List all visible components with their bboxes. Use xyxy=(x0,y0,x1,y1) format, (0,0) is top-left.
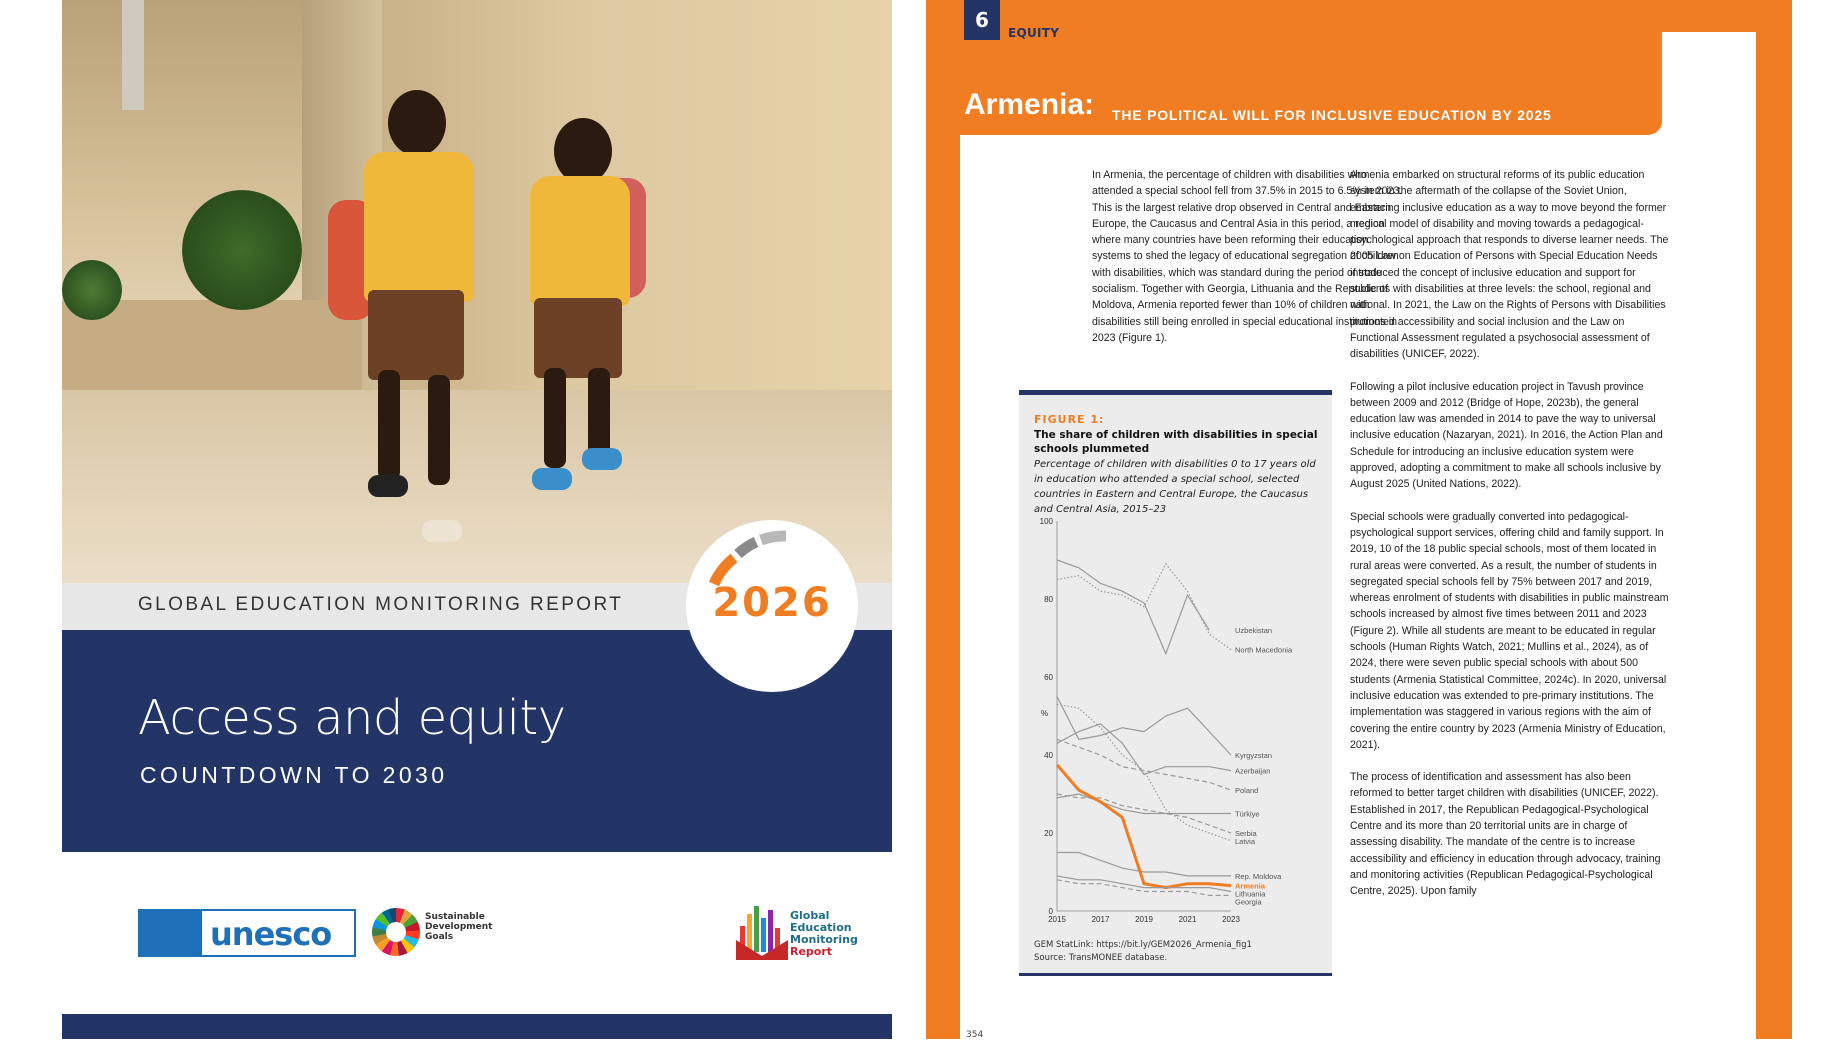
series-line-north-macedonia xyxy=(1057,564,1231,650)
cover-logos xyxy=(62,852,892,1014)
badge-year: 2026 xyxy=(712,580,832,626)
series-label: Serbia xyxy=(1235,829,1257,838)
series-line-rep-moldova xyxy=(1057,853,1231,876)
x-tick-label: 2023 xyxy=(1222,915,1240,924)
gem-bars-icon xyxy=(734,900,790,960)
country-heading: Armenia: xyxy=(964,88,1095,121)
series-label: Poland xyxy=(1235,786,1259,796)
unesco-logo xyxy=(138,909,356,957)
series-label: Georgia xyxy=(1235,897,1262,907)
cover-subtitle: COUNTDOWN TO 2030 xyxy=(140,762,448,788)
unesco-wordmark: unesco xyxy=(210,915,332,953)
gem-report-logo xyxy=(734,900,864,970)
figure-description: Percentage of children with disabilities 0 to 17 years old in education who attended a special school, selected countries in Eastern and Central Europe, the Caucasus and Central Asia, 2015–23 xyxy=(1034,459,1316,515)
figure-title: The share of children with disabilities in special schools plummeted xyxy=(1034,429,1318,455)
svg-text:COUNTDOWN TO 2030 xyxy=(689,661,834,728)
report-series-label: GLOBAL EDUCATION MONITORING REPORT xyxy=(138,594,624,615)
x-tick-label: 2019 xyxy=(1135,915,1153,924)
figure-1 xyxy=(1019,390,1332,976)
y-tick-label: 20 xyxy=(1044,829,1053,838)
series-label: Latvia xyxy=(1235,837,1256,846)
sdg-wheel-icon xyxy=(372,908,420,956)
page-number: 354 xyxy=(966,1030,984,1040)
y-tick-label: 100 xyxy=(1039,517,1053,526)
right-text-column xyxy=(1350,167,1672,915)
paragraph: Following a pilot inclusive education project in Tavush province between 2009 and 2012 (Bridge of Hope, 2023b), the general education law was amended in 2014 to pave the way to universal inclusive education (Nazaryan, 2021). In 2016, the Action Plan and Schedule for introducing an inclusive education system were approved, adopting a commitment to make all schools inclusive by August 2025 (United Nations, 2022). xyxy=(1350,380,1663,491)
countdown-text: COUNTDOWN TO 2030 xyxy=(689,660,835,728)
cover-photo xyxy=(62,0,892,583)
chapter-name: EQUITY xyxy=(1008,26,1060,40)
report-cover xyxy=(62,0,892,1039)
series-line-poland xyxy=(1057,739,1231,790)
y-tick-label: 80 xyxy=(1044,595,1053,604)
cover-bottom-band xyxy=(62,1014,892,1039)
gem-wordmark: Global Education Monitoring Report xyxy=(790,909,858,958)
y-tick-label: 0 xyxy=(1048,907,1053,916)
series-label: North Macedonia xyxy=(1235,645,1293,655)
x-tick-label: 2017 xyxy=(1091,915,1110,924)
series-line-latvia xyxy=(1057,704,1231,841)
series-label: Armenia xyxy=(1235,881,1266,891)
figure-source: Source: TransMONEE database. xyxy=(1034,953,1168,963)
y-axis-label: % xyxy=(1041,709,1049,718)
y-tick-label: 40 xyxy=(1044,751,1053,760)
x-tick-label: 2021 xyxy=(1178,915,1197,924)
x-tick-label: 2015 xyxy=(1048,915,1066,924)
series-label: Azerbaijan xyxy=(1235,766,1271,776)
y-tick-label: 60 xyxy=(1044,673,1053,682)
sdg-wordmark: Sustainable Development Goals xyxy=(425,912,493,942)
article-headline: THE POLITICAL WILL FOR INCLUSIVE EDUCATION BY 2025 xyxy=(1112,107,1552,123)
series-line-uzbekistan xyxy=(1057,560,1209,654)
series-label: Lithuania xyxy=(1235,889,1266,899)
series-line-t-rkiye xyxy=(1057,794,1231,814)
figure-statlink[interactable]: GEM StatLink: https://bit.ly/GEM2026_Armenia_fig1 xyxy=(1034,940,1252,950)
paragraph: Special schools were gradually converted into pedagogical-psychological support services, offering child and family support. In 2019, 10 of the 18 public special schools, most of them located in rural areas were converted. As a result, the number of students in segregated special schools fell by 75% between 2017 and 2019, whereas enrolment of students with disabilities in public mainstream schools increased by almost five times between 2011 and 2023 (Figure 2). While all students are meant to be educated in regular schools (Human Rights Watch, 2021; Mullins et al., 2024), as of 2024, there were seven public special schools with about 500 students (Armenia Statistical Committee, 2024c). In 2020, universal inclusive education was extended to pre-primary institutions. The implementation was staggered in various regions with the aim of covering the entire country by 2023 (Armenia Ministry of Education, 2021). xyxy=(1350,510,1669,751)
countdown-arc-label xyxy=(682,640,882,740)
series-line-armenia xyxy=(1057,765,1231,888)
series-label: Uzbekistan xyxy=(1235,626,1273,636)
cover-title: Access and equity xyxy=(138,690,566,746)
paragraph: Armenia embarked on structural reforms of its public education system in the aftermath of the collapse of the Soviet Union, embracing inclusive education as a way to move beyond the former medical model of disability and moving towards a pedagogical-psychological approach that responds to diverse learner needs. The 2005 Law on Education of Persons with Special Education Needs introduced the concept of inclusive education and support for students with disabilities at three levels: the school, regional and national. In 2021, the Law on the Rights of Persons with Disabilities promoted accessibility and social inclusion and the Law on Functional Assessment regulated a psychosocial assessment of disabilities (UNICEF, 2022). xyxy=(1350,169,1669,361)
paragraph: In Armenia, the percentage of children with disabilities who attended a special school fell from 37.5% in 2015 to 6.5% in 2023. This is the largest relative drop observed in Central and Eastern Europe, the Caucasus and Central Asia in this period, a region where many countries have been reforming their education systems to shed the legacy of educational segregation of children with disabilities, which was standard during the period of state socialism. Together with Georgia, Lithuania and the Republic of Moldova, Armenia reported fewer than 10% of children with disabilities still being enrolled in special educational institutions in 2023 (Figure 1). xyxy=(1092,169,1403,344)
page-header-bar xyxy=(926,0,1662,135)
chapter-number: 6 xyxy=(964,0,1000,40)
left-text-column xyxy=(1092,167,1403,362)
page-right-margin xyxy=(1763,32,1792,1039)
series-label: Türkiye xyxy=(1235,809,1260,819)
figure-label: FIGURE 1: xyxy=(1034,413,1105,426)
series-label: Kyrgyzstan xyxy=(1235,751,1273,760)
series-label: Rep. Moldova xyxy=(1235,871,1282,881)
line-chart xyxy=(1019,515,1332,935)
series-line-kyrgyzstan xyxy=(1057,697,1231,756)
paragraph: The process of identification and assessment has also been reformed to better target children with disabilities (UNICEF, 2022). Established in 2017, the Republican Pedagogical-Psychological Centre and its more than 20 territorial units are in charge of assessing disability. The mandate of the centre is to increase accessibility and efficiency in education through advocacy, training and monitoring activities (Republican Pedagogical-Psychological Centre, 2025). Upon family xyxy=(1350,771,1661,898)
